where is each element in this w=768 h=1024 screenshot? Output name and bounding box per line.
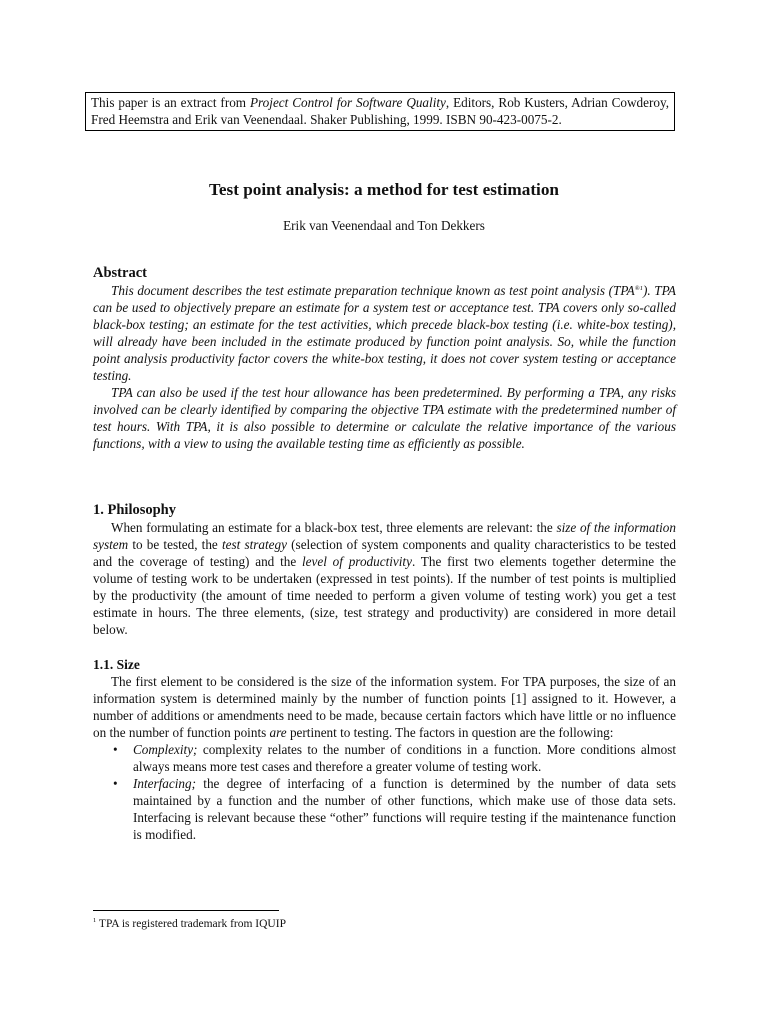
- size-paragraph: [93, 673, 676, 741]
- abstract-heading: Abstract: [93, 265, 147, 281]
- factor-term: Interfacing;: [133, 776, 196, 791]
- publication-note: [85, 92, 675, 131]
- abstract-text-a: This document describes the test estimate preparation technique known as test point analysis (TPA: [111, 283, 635, 298]
- philosophy-heading: 1. Philosophy: [93, 502, 176, 518]
- factor-list: [93, 741, 676, 843]
- publication-note-suffix: , Editors, Rob Kusters, Adrian Cowderoy, Fred Heemstra and Erik van Veenendaal. Shaker Publishing, 1999. ISBN 90-423-0075-2.: [91, 95, 669, 127]
- factor-text: the degree of interfacing of a function is determined by the number of data sets maintained by a function and the number of other functions, which make use of those data sets. Interfacing is relevant because these “other” functions will require testing if the maintenance function is modified.: [133, 776, 676, 842]
- abstract-section: [93, 264, 676, 452]
- footnote-number: 1: [93, 917, 97, 924]
- abstract-paragraph-1: [93, 282, 676, 384]
- book-title: Project Control for Software Quality: [249, 95, 446, 110]
- philosophy-emph-2: test strategy: [221, 537, 287, 552]
- footnote-text: TPA is registered trademark from IQUIP: [96, 918, 286, 930]
- abstract-paragraph-2: TPA can also be used if the test hour allowance has been predetermined. By performing a TPA, any risks involved can be clearly identified by comparing the objective TPA estimate with the predetermined number of test hours. With TPA, it is also possible to determine or calculate the relative importance of the various functions, with a view to using the available testing time as efficiently as possible.: [93, 385, 676, 451]
- philosophy-text-3: (selection of system components and quality characteristics to be tested and the coverage of testing) and the: [93, 537, 676, 569]
- list-item: [93, 741, 676, 775]
- footnote: [93, 917, 286, 931]
- bullet-icon: •: [113, 776, 118, 791]
- philosophy-emph-1: size of the information system: [93, 520, 676, 552]
- philosophy-section: [93, 501, 676, 638]
- factor-term: Complexity;: [133, 742, 198, 757]
- trademark-footnote-mark: ®1: [634, 285, 643, 292]
- footnote-divider: [93, 910, 279, 911]
- size-text-1: The first element to be considered is the size of the information system. For TPA purposes, the size of an information system is determined mainly by the number of function points [1] assigned to it. However, a number of additions or amendments need to be made, because certain factors which have little or no influence on the number of function points: [93, 674, 676, 740]
- paper-authors: Erik van Veenendaal and Ton Dekkers: [283, 218, 485, 233]
- philosophy-emph-3: level of productivity: [301, 554, 412, 569]
- philosophy-text-2: to be tested, the: [128, 537, 222, 552]
- size-emph-1: are: [269, 725, 287, 740]
- bullet-icon: •: [113, 742, 118, 757]
- philosophy-text-1: When formulating an estimate for a black-box test, three elements are relevant: the: [111, 520, 557, 535]
- publication-note-prefix: This paper is an extract from: [91, 95, 250, 110]
- philosophy-paragraph: [93, 519, 676, 638]
- size-heading: 1.1. Size: [93, 657, 140, 672]
- list-item: [93, 775, 676, 843]
- size-section: [93, 656, 676, 843]
- abstract-text-b: ). TPA can be used to objectively prepare an estimate for a system test or acceptance test. TPA covers only so-called black-box testing; an estimate for the test activities, which precede black-box testing (i.e. white-box testing), will already have been included in the estimate produced by function point analysis. So, while the function point analysis productivity factor covers the white-box testing, it does not cover system testing or acceptance testing.: [93, 283, 676, 383]
- philosophy-text-4: . The first two elements together determine the volume of testing work to be undertaken (expressed in test points). If the number of test points is multiplied by the productivity (the amount of time needed to perform a given volume of testing work) you get a test estimate in hours. The three elements, (size, test strategy and productivity) are considered in more detail below.: [93, 554, 676, 637]
- size-text-2: pertinent to testing. The factors in question are the following:: [286, 725, 614, 740]
- paper-title: Test point analysis: a method for test estimation: [209, 180, 559, 199]
- factor-text: complexity relates to the number of conditions in a function. More conditions almost always means more test cases and therefore a greater volume of testing work.: [133, 742, 676, 774]
